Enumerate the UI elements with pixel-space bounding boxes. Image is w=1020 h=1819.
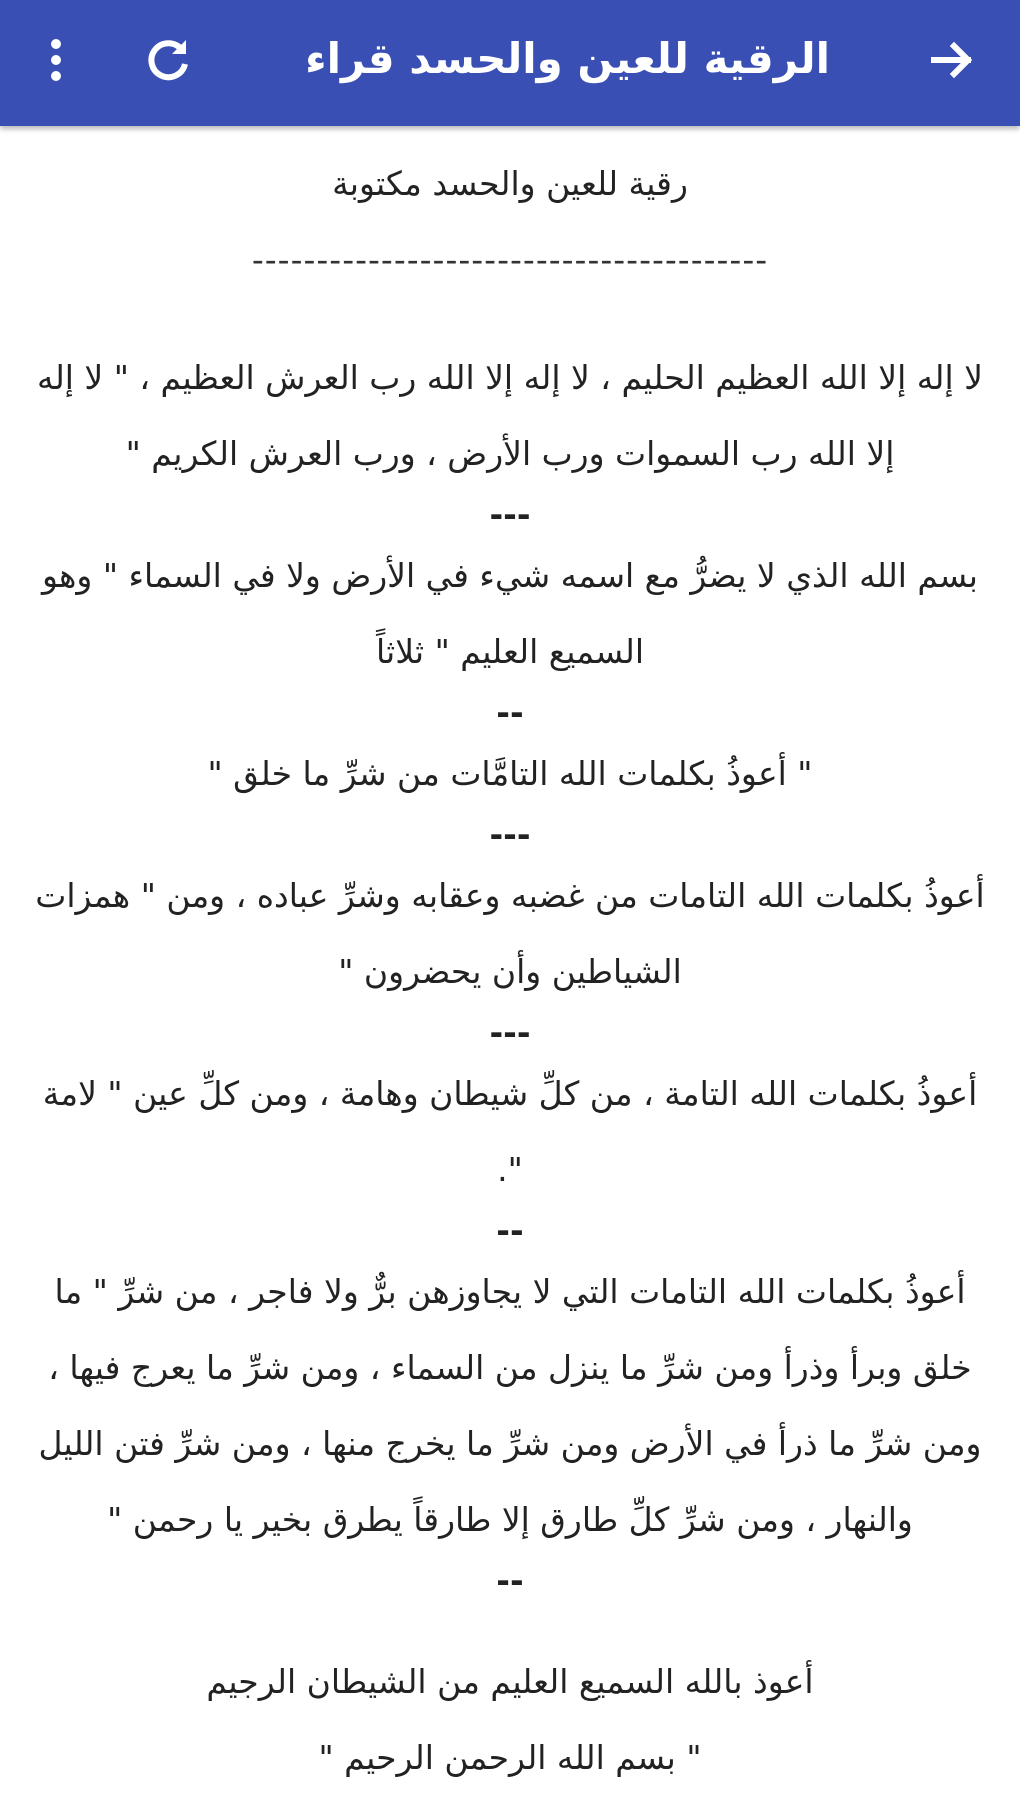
text-divider: ----------------------------------------: [251, 240, 769, 279]
app-bar: [0, 0, 1020, 126]
text-separator: --: [496, 1561, 524, 1600]
text-separator: ---: [489, 815, 531, 854]
text-paragraph: " أعوذُ بكلمات الله التامَّات من شرِّ ما خلق ": [207, 754, 813, 793]
spacer: [28, 1604, 992, 1644]
text-paragraph: أعوذُ بكلمات الله التامة ، من كلِّ شيطان وهامة ، ومن كلِّ عين " لامة ".: [32, 1074, 978, 1189]
page-title: الرقية للعين والحسد قراء: [305, 34, 830, 83]
refresh-button[interactable]: [130, 22, 206, 98]
back-button[interactable]: [914, 22, 990, 98]
text-paragraph: بسم الله الذي لا يضرُّ مع اسمه شيء في الأرض ولا في السماء " وهو السميع العليم " ثلاثاً: [31, 556, 978, 671]
text-separator: ---: [489, 495, 531, 534]
text-paragraph: لا إله إلا الله العظيم الحليم ، لا إله إلا الله رب العرش العظيم ، " لا إله إلا الله رب السموات ورب الأرض ، ورب العرش الكريم ": [26, 358, 983, 473]
overflow-menu-button[interactable]: [18, 22, 94, 98]
more-vert-icon: [46, 36, 66, 84]
text-paragraph: أعوذُ بكلمات الله التامات التي لا يجاوزهن برٌّ ولا فاجر ، من شرِّ " ما خلق وبرأ وذرأ ومن شرِّ ما ينزل من السماء ، ومن شرِّ ما يعرج فيها ، ومن شرِّ ما ذرأ في الأرض ومن شرِّ ما يخرج منها ، ومن شرِّ فتن الليل والنهار ، ومن شرِّ كلِّ طارق إلا طارقاً يطرق بخير يا رحمن ": [28, 1272, 982, 1539]
text-separator: ---: [489, 1013, 531, 1052]
text-separator: --: [496, 693, 524, 732]
text-separator: --: [496, 1211, 524, 1250]
refresh-icon: [142, 34, 194, 86]
text-paragraph: " بسم الله الرحمن الرحيم ": [318, 1738, 702, 1777]
text-heading: رقية للعين والحسد مكتوبة: [332, 164, 688, 203]
text-paragraph: أعوذُ بكلمات الله التامات من غضبه وعقابه وشرِّ عباده ، ومن " همزات الشياطين وأن يحضرون ": [24, 876, 985, 991]
arrow-back-icon: [928, 36, 976, 84]
ruqyah-text-view[interactable]: [0, 126, 1020, 1819]
text-paragraph: أعوذ بالله السميع العليم من الشيطان الرجيم: [206, 1662, 814, 1701]
